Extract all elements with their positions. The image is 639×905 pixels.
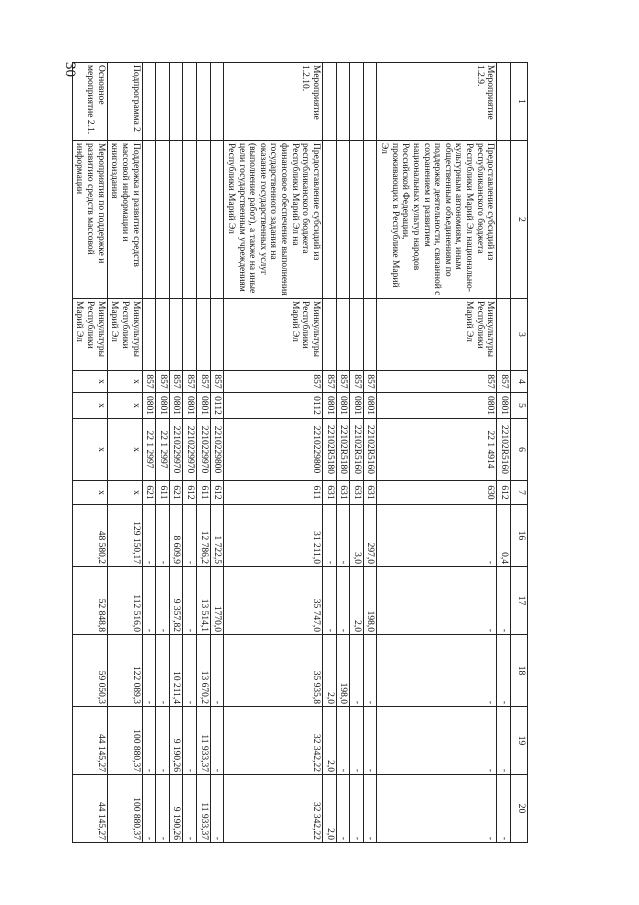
- table-cell: [156, 299, 170, 371]
- table-cell: 129 150,17: [107, 505, 142, 567]
- table-cell: -: [210, 775, 224, 843]
- table-cell: 857: [350, 371, 364, 393]
- table-cell: 59 050,3: [72, 635, 107, 707]
- table-cell: 13 670,2: [197, 635, 211, 707]
- table-cell: 630: [377, 481, 497, 505]
- table-cell: 0112: [224, 393, 323, 419]
- table-cell: -: [156, 567, 170, 635]
- table-cell: [350, 63, 364, 141]
- table-cell: [497, 299, 511, 371]
- table-row: [350, 63, 364, 843]
- table-cell: 2,0: [323, 775, 337, 843]
- table-cell: 22102R5160: [350, 419, 364, 481]
- table-cell: -: [142, 707, 156, 775]
- table-cell: -: [377, 505, 497, 567]
- table-cell: 611: [156, 481, 170, 505]
- table-cell: -: [350, 635, 364, 707]
- table-cell: 2210229800: [210, 419, 224, 481]
- table-cell: 35 747,0: [224, 567, 323, 635]
- table-cell: [336, 299, 350, 371]
- table-cell: [142, 299, 156, 371]
- table-cell: -: [363, 775, 377, 843]
- table-cell: 112 516,0: [107, 567, 142, 635]
- table-cell: 857: [142, 371, 156, 393]
- table-cell: 3,0: [350, 505, 364, 567]
- table-cell: 44 145,27: [72, 707, 107, 775]
- table-cell: 10 211,4: [169, 635, 183, 707]
- col-header: 16: [511, 505, 528, 567]
- table-cell: 2210229970: [169, 419, 183, 481]
- table-cell: 31 211,0: [224, 505, 323, 567]
- table-cell: 2210229970: [183, 419, 197, 481]
- table-cell: [142, 63, 156, 141]
- table-cell: 122 089,3: [107, 635, 142, 707]
- table-cell: -: [377, 567, 497, 635]
- table-cell: 9 190,26: [169, 707, 183, 775]
- table-cell: 857: [377, 371, 497, 393]
- table-cell: 13 514,1: [197, 567, 211, 635]
- table-cell: 857: [197, 371, 211, 393]
- table-cell: Минкультуры Республики Марий Эл: [107, 299, 142, 371]
- table-cell: Предоставление субсидий из республиканского бюджета Республики Марий Эл на финансовое обеспечение выполнения государственного задания на оказание государственных услуг (выполнение работ), а также на иные цели государственным учреждениям Республики Марий Эл: [224, 141, 323, 299]
- table-body: [72, 63, 510, 843]
- table-cell: Минкультуры Республики Марий Эл: [72, 299, 107, 371]
- table-cell: -: [497, 635, 511, 707]
- table-cell: [210, 299, 224, 371]
- table-cell: [169, 63, 183, 141]
- table-cell: 612: [183, 481, 197, 505]
- table-cell: 631: [323, 481, 337, 505]
- table-cell: 198,0: [363, 567, 377, 635]
- table-cell: -: [336, 505, 350, 567]
- table-row: [377, 63, 497, 843]
- table-cell: -: [497, 775, 511, 843]
- table-cell: -: [363, 635, 377, 707]
- table-cell: [197, 63, 211, 141]
- table-cell: 2210229970: [197, 419, 211, 481]
- table-cell: 0801: [350, 393, 364, 419]
- table-cell: [323, 63, 337, 141]
- table-cell: Минкультуры Республики Марий Эл: [377, 299, 497, 371]
- table-cell: -: [156, 505, 170, 567]
- table-cell: -: [156, 635, 170, 707]
- table-cell: [323, 299, 337, 371]
- table-cell: -: [156, 775, 170, 843]
- table-cell: 621: [142, 481, 156, 505]
- col-header: 7: [511, 481, 528, 505]
- table-cell: [323, 141, 337, 299]
- table-cell: х: [107, 393, 142, 419]
- table-cell: 857: [169, 371, 183, 393]
- table-cell: х: [107, 419, 142, 481]
- table-cell: -: [323, 505, 337, 567]
- table-cell: Предоставление субсидий из республиканского бюджета Республики Марий Эл национально-культурным автономиям, иным общественным объединениям по поддержке деятельности, связанной с сохранением и развитием национальных культур народов Российской Федерации, проживающих в Республике Марий Эл: [377, 141, 497, 299]
- table-row: [72, 63, 107, 843]
- table-cell: 22 1 2997: [156, 419, 170, 481]
- table-cell: [350, 141, 364, 299]
- table-row: [323, 63, 337, 843]
- table-cell: [197, 141, 211, 299]
- table-cell: Минкультуры Республики Марий Эл: [224, 299, 323, 371]
- table-cell: х: [72, 419, 107, 481]
- table-cell: 0801: [497, 393, 511, 419]
- table-cell: 0801: [363, 393, 377, 419]
- table-cell: [497, 141, 511, 299]
- table-cell: 9 190,26: [169, 775, 183, 843]
- table-cell: 2,0: [350, 567, 364, 635]
- table-cell: [156, 141, 170, 299]
- table-row: [336, 63, 350, 843]
- table-cell: -: [336, 707, 350, 775]
- table-cell: 612: [210, 481, 224, 505]
- table-cell: 22102R5160: [497, 419, 511, 481]
- col-header: 19: [511, 707, 528, 775]
- table-cell: 0801: [169, 393, 183, 419]
- table-cell: [197, 299, 211, 371]
- table-cell: 22102R5160: [363, 419, 377, 481]
- table-cell: -: [336, 775, 350, 843]
- table-cell: Поддержка и развитие средств массовой информации и книгоиздания: [107, 141, 142, 299]
- table-cell: -: [363, 707, 377, 775]
- table-cell: 32 342,22: [224, 775, 323, 843]
- col-header: 6: [511, 419, 528, 481]
- table-cell: 857: [183, 371, 197, 393]
- table-cell: -: [183, 567, 197, 635]
- table-cell: -: [142, 635, 156, 707]
- budget-table: [72, 62, 528, 843]
- table-cell: 11 933,37: [197, 707, 211, 775]
- table-cell: 1770,0: [210, 567, 224, 635]
- table-cell: Подпрограмма 2: [107, 63, 142, 141]
- table-cell: -: [350, 775, 364, 843]
- table-cell: -: [210, 707, 224, 775]
- col-header: 20: [511, 775, 528, 843]
- table-row: [197, 63, 211, 843]
- table-cell: 0801: [377, 393, 497, 419]
- table-cell: 11 933,37: [197, 775, 211, 843]
- table-cell: 44 145,27: [72, 775, 107, 843]
- table-cell: -: [350, 707, 364, 775]
- table-cell: -: [497, 707, 511, 775]
- table-cell: 198,0: [336, 635, 350, 707]
- table-row: [497, 63, 511, 843]
- table-cell: -: [210, 635, 224, 707]
- table-row: [156, 63, 170, 843]
- table-cell: -: [142, 567, 156, 635]
- table-cell: 611: [197, 481, 211, 505]
- table-cell: [142, 141, 156, 299]
- table-cell: 22102R5180: [323, 419, 337, 481]
- table-row: [363, 63, 377, 843]
- table-cell: -: [377, 775, 497, 843]
- table-cell: 611: [224, 481, 323, 505]
- table-cell: -: [183, 707, 197, 775]
- table-cell: Мероприятие 1.2.9.: [377, 63, 497, 141]
- table-cell: -: [377, 635, 497, 707]
- col-header: 3: [511, 299, 528, 371]
- table-cell: -: [377, 707, 497, 775]
- rotated-table-container: [74, 62, 528, 842]
- table-cell: Основное мероприятие 2.1.: [72, 63, 107, 141]
- table-cell: 22 1 2997: [142, 419, 156, 481]
- table-cell: [156, 63, 170, 141]
- table-cell: х: [72, 481, 107, 505]
- table-cell: -: [497, 567, 511, 635]
- table-cell: х: [107, 481, 142, 505]
- table-cell: 0801: [197, 393, 211, 419]
- table-cell: -: [183, 635, 197, 707]
- table-cell: 0112: [210, 393, 224, 419]
- table-cell: 857: [363, 371, 377, 393]
- table-cell: [169, 299, 183, 371]
- table-row: [142, 63, 156, 843]
- header-row: [511, 63, 528, 843]
- table-cell: [497, 63, 511, 141]
- table-cell: 857: [210, 371, 224, 393]
- table-cell: -: [183, 775, 197, 843]
- table-cell: -: [142, 505, 156, 567]
- table-cell: 857: [156, 371, 170, 393]
- table-cell: 297,0: [363, 505, 377, 567]
- col-header: 4: [511, 371, 528, 393]
- table-cell: 22 1 4914: [377, 419, 497, 481]
- col-header: 5: [511, 393, 528, 419]
- table-cell: Мероприятие 1.2.10.: [224, 63, 323, 141]
- table-cell: [210, 141, 224, 299]
- table-cell: -: [156, 707, 170, 775]
- table-cell: [210, 63, 224, 141]
- table-cell: 857: [497, 371, 511, 393]
- table-cell: [183, 141, 197, 299]
- table-cell: 2210229800: [224, 419, 323, 481]
- table-cell: -: [142, 775, 156, 843]
- table-cell: -: [336, 567, 350, 635]
- table-cell: 857: [336, 371, 350, 393]
- table-cell: 0801: [183, 393, 197, 419]
- table-cell: 621: [169, 481, 183, 505]
- table-cell: -: [183, 505, 197, 567]
- table-row: [169, 63, 183, 843]
- table-cell: 52 848,8: [72, 567, 107, 635]
- table-cell: 2,0: [323, 635, 337, 707]
- table-cell: 0801: [142, 393, 156, 419]
- table-row: [224, 63, 323, 843]
- table-cell: [336, 63, 350, 141]
- col-header: 17: [511, 567, 528, 635]
- col-header: 1: [511, 63, 528, 141]
- table-cell: 857: [323, 371, 337, 393]
- table-cell: Мероприятия по поддержке и развитию средств массовой информации: [72, 141, 107, 299]
- table-cell: 631: [350, 481, 364, 505]
- table-cell: 22102R5180: [336, 419, 350, 481]
- table-cell: 8 609,9: [169, 505, 183, 567]
- table-cell: [169, 141, 183, 299]
- table-cell: 0801: [156, 393, 170, 419]
- table-row: [183, 63, 197, 843]
- table-cell: 48 580,2: [72, 505, 107, 567]
- table-cell: 631: [363, 481, 377, 505]
- table-cell: 12 786,2: [197, 505, 211, 567]
- table-cell: [183, 63, 197, 141]
- table-cell: [363, 141, 377, 299]
- table-cell: 857: [224, 371, 323, 393]
- table-cell: 2,0: [323, 707, 337, 775]
- table-row: [107, 63, 142, 843]
- table-cell: [350, 299, 364, 371]
- table-cell: 612: [497, 481, 511, 505]
- table-cell: [363, 63, 377, 141]
- table-cell: 35 935,8: [224, 635, 323, 707]
- table-cell: 100 880,37: [107, 707, 142, 775]
- table-cell: 9 357,82: [169, 567, 183, 635]
- col-header: 2: [511, 141, 528, 299]
- table-cell: 100 880,37: [107, 775, 142, 843]
- table-cell: х: [107, 371, 142, 393]
- table-cell: [183, 299, 197, 371]
- table-cell: 0801: [336, 393, 350, 419]
- table-cell: [336, 141, 350, 299]
- table-row: [210, 63, 224, 843]
- table-cell: 631: [336, 481, 350, 505]
- table-cell: х: [72, 393, 107, 419]
- table-cell: -: [323, 567, 337, 635]
- table-cell: 0,4: [497, 505, 511, 567]
- table-cell: 32 342,22: [224, 707, 323, 775]
- table-cell: х: [72, 371, 107, 393]
- table-cell: 1 722,5: [210, 505, 224, 567]
- col-header: 18: [511, 635, 528, 707]
- table-cell: 0801: [323, 393, 337, 419]
- page-number: 30: [62, 62, 78, 77]
- table-cell: [363, 299, 377, 371]
